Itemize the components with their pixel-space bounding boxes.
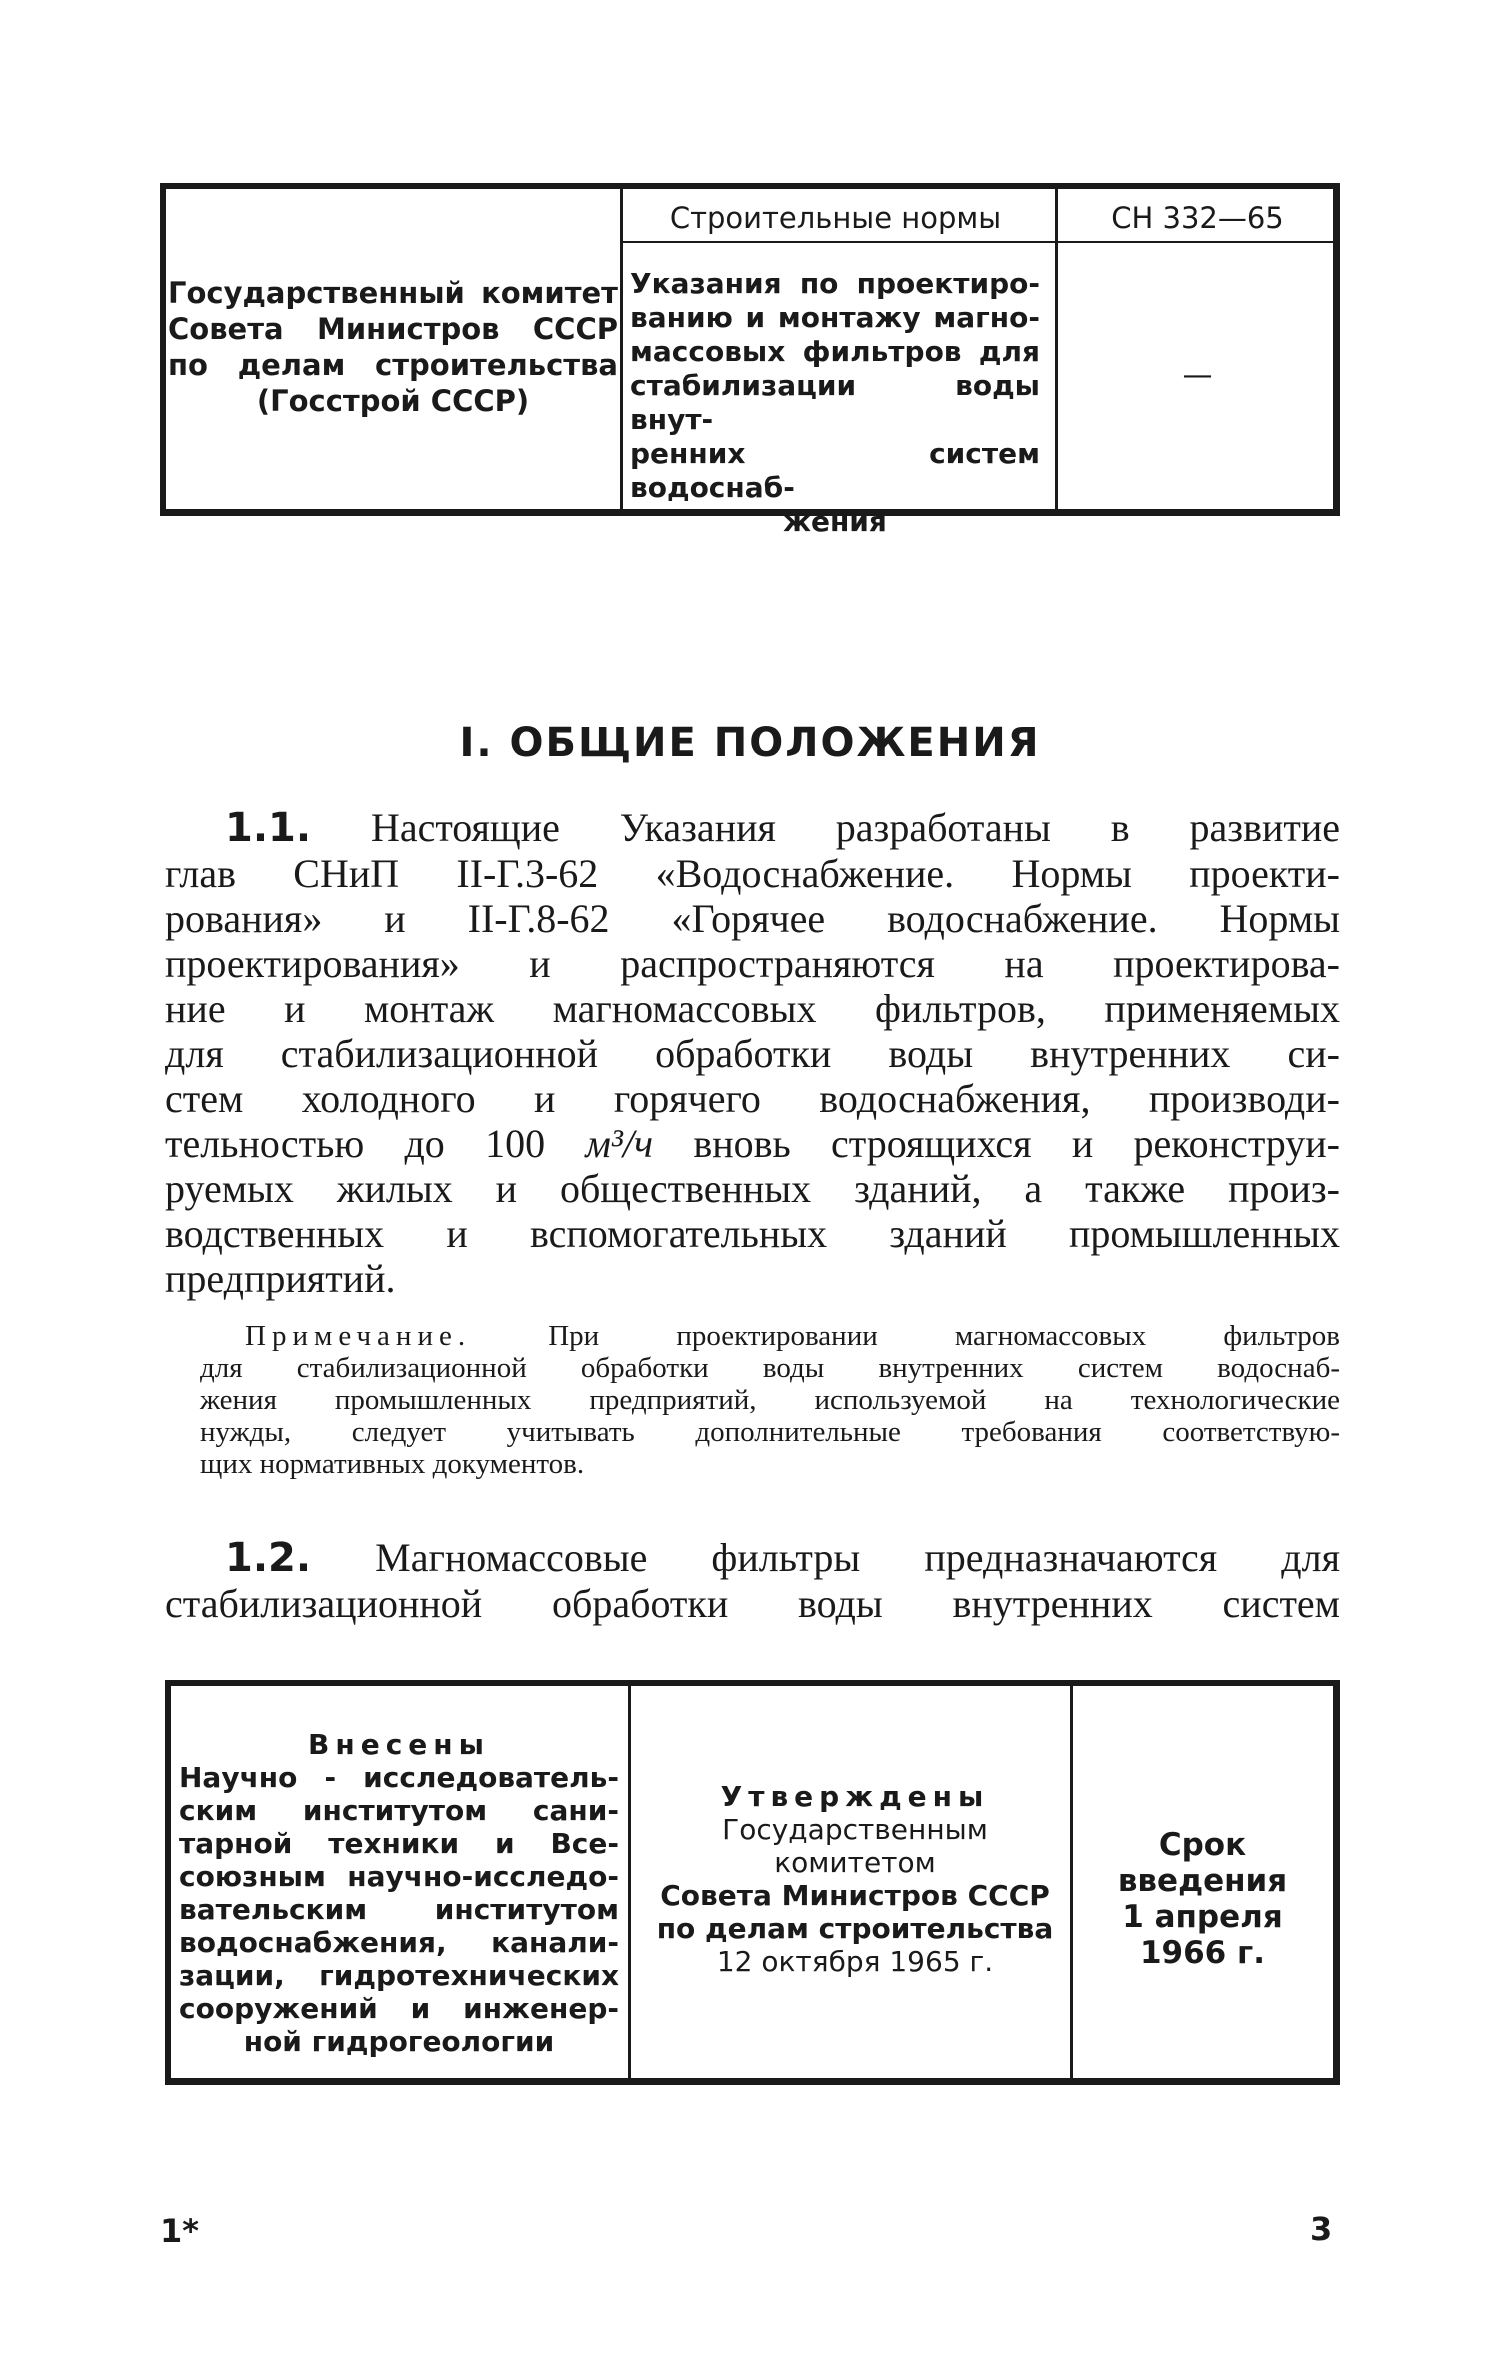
paragraph-line: для стабилизационной обработки воды внутренних си- xyxy=(165,1031,1340,1076)
paragraph-line: стем холодного и горячего водоснабжения, производи- xyxy=(165,1076,1340,1121)
paragraph-line: водственных и вспомогательных зданий промышленных xyxy=(165,1211,1340,1256)
footer-table xyxy=(165,1680,1340,2085)
note-line: жения промышленных предприятий, используемой на технологические xyxy=(200,1384,1340,1416)
submitted-line: вательским институтом xyxy=(179,1893,619,1926)
note-label: Примечание. xyxy=(245,1320,472,1352)
effective-line: введения xyxy=(1117,1863,1288,1899)
paragraph-line: руемых жилых и общественных зданий, а также произ- xyxy=(165,1166,1340,1211)
paragraph-line: проектирования» и распространяются на проектирова- xyxy=(165,941,1340,986)
note xyxy=(200,1320,1340,1480)
clause-number: 1.1. xyxy=(225,805,312,851)
issuing-organization xyxy=(168,275,618,419)
submitted-by xyxy=(179,1728,619,2058)
header-table-top-rule xyxy=(160,183,1340,189)
paragraph-line xyxy=(165,1121,1340,1166)
approved-line: Государственным xyxy=(722,1813,988,1846)
note-line: нужды, следует учитывать дополнительные требования соответствую- xyxy=(200,1416,1340,1448)
submitted-line: ским институтом сани- xyxy=(179,1794,619,1827)
flow-unit: м³/ч xyxy=(585,1121,654,1166)
submitted-line: тарной техники и Все- xyxy=(179,1827,619,1860)
header-code-underline xyxy=(1058,241,1333,243)
title-line: ванию и монтажу магно- xyxy=(630,301,1040,334)
footer-table-right-border xyxy=(1333,1680,1340,2085)
submitted-line: водоснабжения, канали- xyxy=(179,1926,619,1959)
approved-label: Утверждены xyxy=(720,1780,990,1813)
paragraph-1-2 xyxy=(165,1535,1340,1626)
approved-line: Совета Министров СССР xyxy=(660,1879,1050,1912)
organization-line: по делам строительства xyxy=(168,348,618,382)
paragraph-line: предприятий. xyxy=(165,1256,396,1301)
header-table xyxy=(160,183,1340,538)
submitted-line: зации, гидротехнических xyxy=(179,1959,619,1992)
header-table-right-border xyxy=(1333,183,1340,516)
effective-line: 1966 г. xyxy=(1139,1935,1266,1971)
header-table-divider-1 xyxy=(620,183,623,516)
replaces-field: — xyxy=(1182,358,1213,393)
footer-table-bottom-rule xyxy=(165,2078,1340,2085)
footer-table-left-border xyxy=(165,1680,171,2085)
note-line xyxy=(200,1320,1340,1352)
submitted-line: Научно - исследователь- xyxy=(179,1761,619,1794)
paragraph-line: стабилизационной обработки воды внутренних систем xyxy=(165,1581,1340,1626)
footer-table-divider-2 xyxy=(1070,1680,1073,2085)
paragraph-text: Настоящие Указания разработаны в развитие xyxy=(370,805,1341,850)
footer-table-divider-1 xyxy=(628,1680,631,2085)
effective-line: 1 апреля xyxy=(1122,1899,1283,1935)
approved-line: по делам строительства xyxy=(656,1912,1054,1945)
header-table-left-border xyxy=(160,183,166,516)
note-line: для стабилизационной обработки воды внутренних систем водоснаб- xyxy=(200,1352,1340,1384)
organization-line: Государственный комитет xyxy=(168,276,618,310)
note-line: щих нормативных документов. xyxy=(200,1448,585,1480)
document-kind: Строительные нормы xyxy=(669,201,1002,235)
paragraph-line: ние и монтаж магномассовых фильтров, применяемых xyxy=(165,986,1340,1031)
header-kind-underline xyxy=(623,241,1055,243)
note-text: При проектировании магномассовых фильтров xyxy=(471,1320,1340,1352)
document-code: СН 332—65 xyxy=(1111,201,1284,235)
effective-line: Срок xyxy=(1158,1827,1247,1863)
title-line: ренних систем водоснаб- xyxy=(630,437,1040,504)
paragraph-line: рования» и II-Г.8-62 «Горячее водоснабжение. Нормы xyxy=(165,896,1340,941)
section-heading: I. ОБЩИЕ ПОЛОЖЕНИЯ xyxy=(459,720,1041,766)
approved-line: комитетом xyxy=(774,1846,936,1879)
signature-mark: 1* xyxy=(160,2212,199,2250)
paragraph-line: глав СНиП II-Г.3-62 «Водоснабжение. Нормы проекти- xyxy=(165,851,1340,896)
header-table-divider-2 xyxy=(1055,183,1058,516)
paragraph-1-1 xyxy=(165,805,1340,1301)
title-line: Указания по проектиро- xyxy=(630,267,1040,300)
footer-table-top-rule xyxy=(165,1680,1340,1686)
approved-date: 12 октября 1965 г. xyxy=(716,1945,994,1978)
title-line: массовых фильтров для xyxy=(630,335,1040,368)
paragraph-text: вновь строящихся и реконструи- xyxy=(653,1121,1340,1166)
submitted-line: сооружений и инженер- xyxy=(179,1992,619,2025)
clause-number: 1.2. xyxy=(225,1535,312,1581)
organization-line: Совета Министров СССР xyxy=(168,312,618,346)
approved-by xyxy=(640,1780,1070,1978)
title-line: стабилизации воды внут- xyxy=(630,369,1040,436)
paragraph-line xyxy=(165,805,1340,851)
submitted-line: ной гидрогеологии xyxy=(243,2025,555,2058)
submitted-line: союзным научно-исследо- xyxy=(179,1860,619,1893)
title-line: жения xyxy=(783,505,887,538)
paragraph-text: тельностью до 100 xyxy=(165,1121,586,1166)
paragraph-text: Магномассовые фильтры предназначаются для xyxy=(375,1535,1340,1580)
organization-line: (Госстрой СССР) xyxy=(256,384,530,418)
paragraph-line xyxy=(165,1535,1340,1581)
document-title xyxy=(630,267,1040,539)
submitted-label: Внесены xyxy=(308,1728,490,1761)
effective-date xyxy=(1075,1827,1330,1971)
page-number: 3 xyxy=(1310,2210,1333,2248)
